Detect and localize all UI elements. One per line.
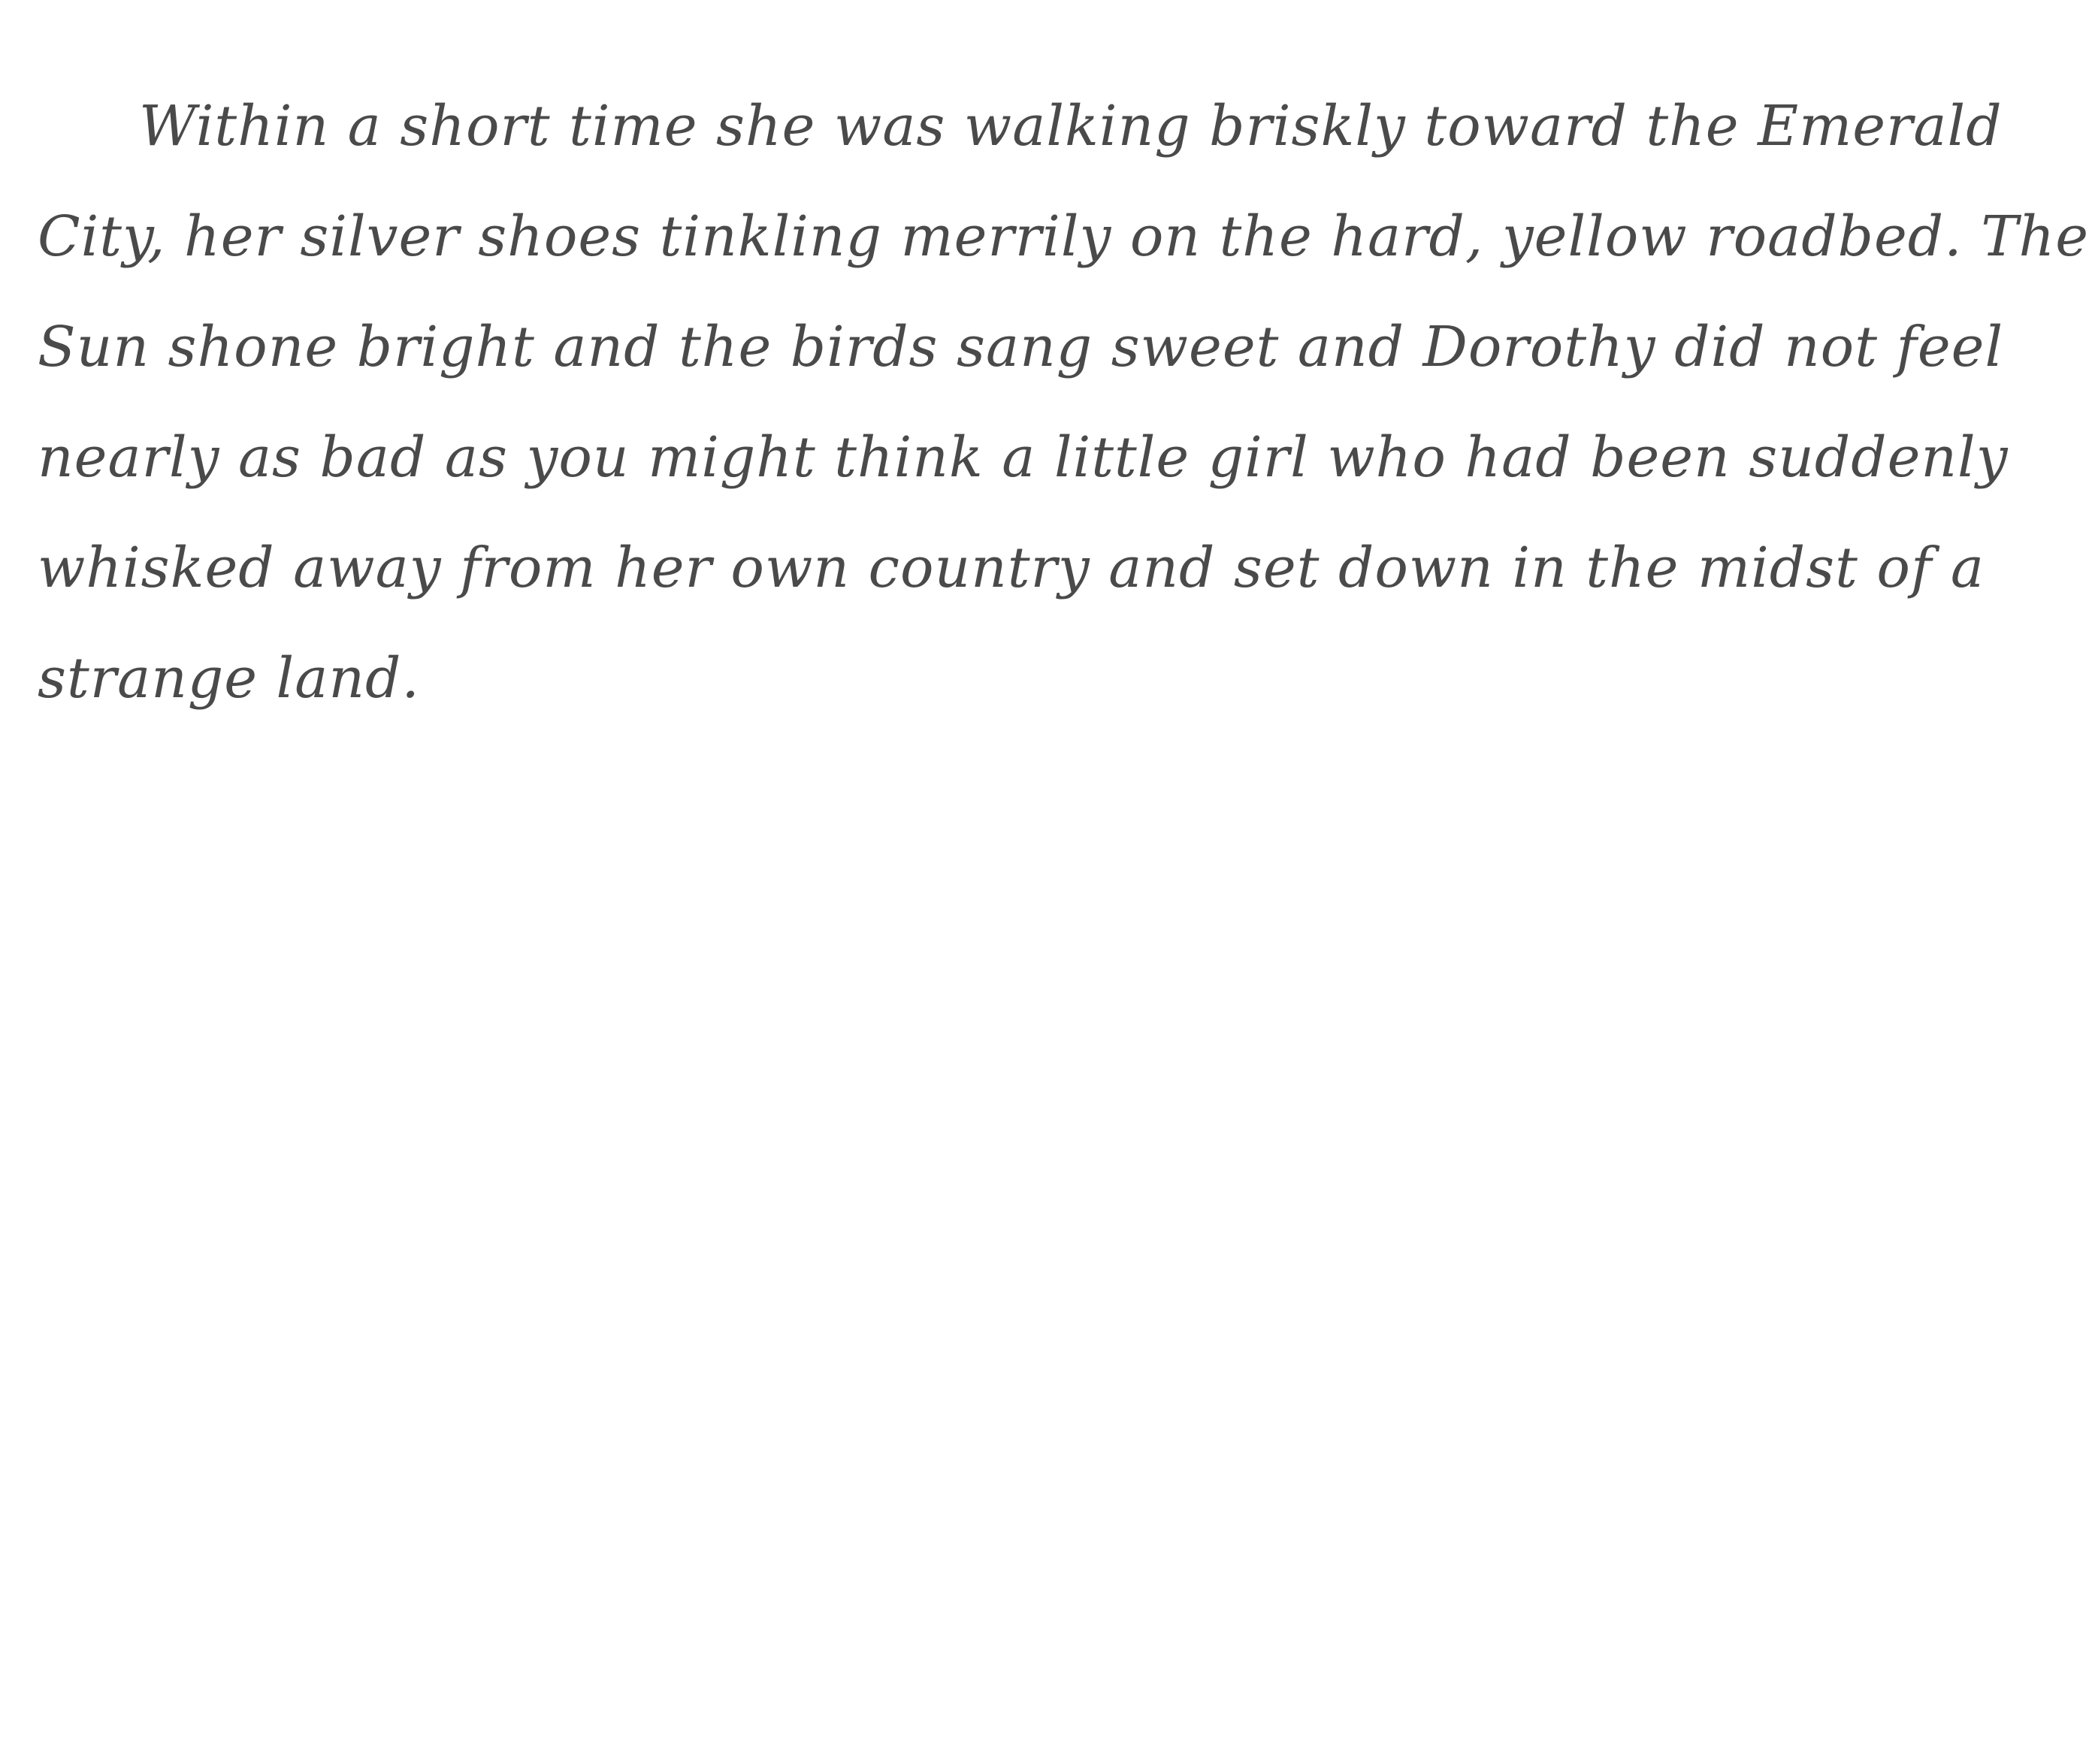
- text-line-3: Sun shone bright and the birds sang sweet and Dorothy did not feel: [38, 315, 2004, 379]
- text-line-5: whisked away from her own country and set down in the midst of a: [38, 536, 1985, 600]
- text-line-2: City, her silver shoes tinkling merrily on the hard, yellow roadbed. The: [38, 204, 2089, 269]
- text-line-6: strange land.: [38, 646, 420, 711]
- text-line-4: nearly as bad as you might think a little girl who had been suddenly: [38, 425, 2009, 490]
- text-line-1: Within a short time she was walking briskly toward the Emerald: [139, 94, 2003, 159]
- handwritten-paragraph: [38, 71, 2089, 734]
